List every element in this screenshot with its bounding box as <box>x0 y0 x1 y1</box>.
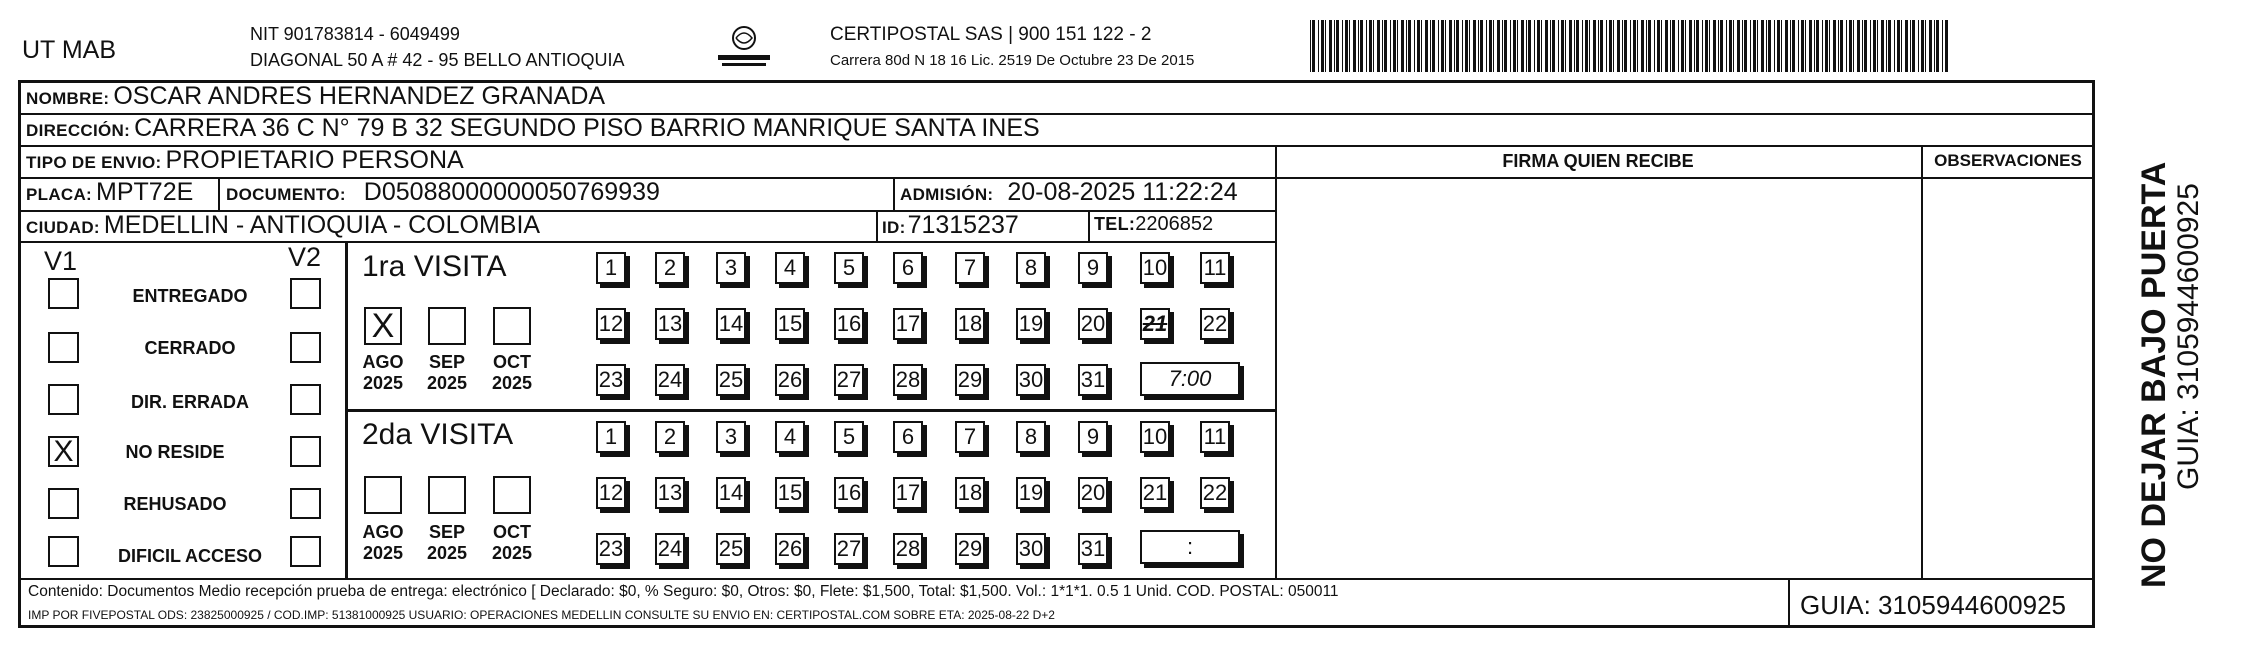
ciudad-cell <box>26 211 540 241</box>
visit-1-day-24[interactable]: 24 <box>655 364 685 396</box>
visit-2-day-31[interactable]: 31 <box>1078 533 1108 565</box>
barcode <box>1310 20 1950 72</box>
visit-2-day-26[interactable]: 26 <box>775 533 805 565</box>
v1-checkbox-no-reside[interactable] <box>48 436 79 467</box>
documento-label: DOCUMENTO: <box>226 185 346 204</box>
v1-checkbox-dificil-acceso[interactable] <box>48 536 79 567</box>
check-mark-icon: X <box>53 434 74 468</box>
company-name: UT MAB <box>22 36 116 64</box>
visit-1-day-20[interactable]: 20 <box>1078 308 1108 340</box>
v2-checkbox-cerrado[interactable] <box>290 332 321 363</box>
direccion-row <box>26 114 1040 146</box>
visit-1-day-10[interactable]: 10 <box>1140 252 1170 284</box>
visit-2-day-7[interactable]: 7 <box>955 421 985 453</box>
documento-cell <box>226 178 660 210</box>
visit-1-day-27[interactable]: 27 <box>834 364 864 396</box>
visit-1-title: 1ra VISITA <box>362 250 507 283</box>
v2-checkbox-entregado[interactable] <box>290 278 321 309</box>
placa-value: MPT72E <box>96 178 194 206</box>
visit-2-day-17[interactable]: 17 <box>893 477 923 509</box>
status-label-cerrado: CERRADO <box>144 338 236 358</box>
visit-1-day-3[interactable]: 3 <box>716 252 746 284</box>
v2-checkbox-rehusado[interactable] <box>290 488 321 519</box>
side-warning: NO DEJAR BAJO PUERTA <box>2135 161 2173 588</box>
v1-header: V1 <box>44 246 78 276</box>
visit-1-month-sep[interactable] <box>428 307 466 345</box>
placa-label: PLACA: <box>26 185 93 204</box>
visit-2-day-15[interactable]: 15 <box>775 477 805 509</box>
admision-label: ADMISIÓN: <box>900 185 994 204</box>
tel-cell <box>1094 213 1213 243</box>
visit-1-day-2[interactable]: 2 <box>655 252 685 284</box>
visit-2-day-19[interactable]: 19 <box>1016 477 1046 509</box>
visit-1-day-11[interactable]: 11 <box>1200 252 1230 284</box>
nombre-label: NOMBRE: <box>26 89 110 108</box>
visit-1-day-14[interactable]: 14 <box>716 308 746 340</box>
certipostal-name: CERTIPOSTAL SAS | 900 151 122 - 2 <box>830 24 1152 45</box>
v2-checkbox-no-reside[interactable] <box>290 436 321 467</box>
visit-1-day-13[interactable]: 13 <box>655 308 685 340</box>
v1-checkbox-cerrado[interactable] <box>48 332 79 363</box>
visit-2-day-11[interactable]: 11 <box>1200 421 1230 453</box>
visit-2-day-29[interactable]: 29 <box>955 533 985 565</box>
id-cell <box>882 211 1019 241</box>
visit-2-day-5[interactable]: 5 <box>834 421 864 453</box>
visit-2-month-sep[interactable] <box>428 476 466 514</box>
id-value: 71315237 <box>907 211 1019 239</box>
tipo-label: TIPO DE ENVIO: <box>26 153 162 172</box>
visit-2-day-12[interactable]: 12 <box>596 477 626 509</box>
tel-value: 2206852 <box>1135 213 1214 235</box>
visit-2-label-ago: AGO 2025 <box>362 522 404 563</box>
visit-1-day-16[interactable]: 16 <box>834 308 864 340</box>
tel-label: TEL: <box>1094 214 1136 234</box>
visit-1-day-22[interactable]: 22 <box>1200 308 1230 340</box>
visit-1-day-12[interactable]: 12 <box>596 308 626 340</box>
visit-1-day-4[interactable]: 4 <box>775 252 805 284</box>
visit-2-label-sep: SEP 2025 <box>426 522 468 563</box>
visit-1-day-19[interactable]: 19 <box>1016 308 1046 340</box>
footer-imp: IMP POR FIVEPOSTAL ODS: 23825000925 / COD.IMP: 51381000925 USUARIO: OPERACIONES MEDELLIN CONSULTE SU ENVIO EN: CERTIPOSTAL.COM SOBRE ETA: 2025-08-22 D+2 <box>28 608 1055 622</box>
visit-1-day-9[interactable]: 9 <box>1078 252 1108 284</box>
visit-2-day-30[interactable]: 30 <box>1016 533 1046 565</box>
visit-2-day-6[interactable]: 6 <box>893 421 923 453</box>
visit-1-month-oct[interactable] <box>493 307 531 345</box>
visit-1-label-oct: OCT 2025 <box>491 352 533 393</box>
visit-2-month-ago[interactable] <box>364 476 402 514</box>
visit-2-day-21[interactable]: 21 <box>1140 477 1170 509</box>
visit-2-day-24[interactable]: 24 <box>655 533 685 565</box>
visit-2-day-14[interactable]: 14 <box>716 477 746 509</box>
visit-1-day-29[interactable]: 29 <box>955 364 985 396</box>
visit-1-day-15[interactable]: 15 <box>775 308 805 340</box>
admision-cell <box>900 178 1238 210</box>
ciudad-value: MEDELLIN - ANTIOQUIA - COLOMBIA <box>103 211 541 239</box>
id-label: ID: <box>882 218 906 237</box>
visit-2-day-1[interactable]: 1 <box>596 421 626 453</box>
visit-1-day-30[interactable]: 30 <box>1016 364 1046 396</box>
certipostal-logo <box>712 24 776 70</box>
visit-2-day-20[interactable]: 20 <box>1078 477 1108 509</box>
status-label-entregado: ENTREGADO <box>132 286 248 306</box>
v1-checkbox-dir-errada[interactable] <box>48 384 79 415</box>
visit-2-title: 2da VISITA <box>362 418 514 451</box>
admision-value: 20-08-2025 11:22:24 <box>1007 178 1238 206</box>
visit-1-day-18[interactable]: 18 <box>955 308 985 340</box>
status-label-no-reside: NO RESIDE <box>125 442 225 462</box>
visit-1-day-25[interactable]: 25 <box>716 364 746 396</box>
check-mark-icon: X <box>371 307 395 345</box>
visit-1-day-23[interactable]: 23 <box>596 364 626 396</box>
status-label-dir-errada: DIR. ERRADA <box>130 392 249 412</box>
visit-2-day-8[interactable]: 8 <box>1016 421 1046 453</box>
v2-checkbox-dir-errada[interactable] <box>290 384 321 415</box>
visit-1-day-6[interactable]: 6 <box>893 252 923 284</box>
status-label-rehusado: REHUSADO <box>123 494 227 514</box>
direccion-value: CARRERA 36 C N° 79 B 32 SEGUNDO PISO BARRIO MANRIQUE SANTA INES <box>134 114 1040 142</box>
visit-2-day-18[interactable]: 18 <box>955 477 985 509</box>
visit-2-month-oct[interactable] <box>493 476 531 514</box>
visit-1-day-26[interactable]: 26 <box>775 364 805 396</box>
v2-checkbox-dificil-acceso[interactable] <box>290 536 321 567</box>
visit-2-day-23[interactable]: 23 <box>596 533 626 565</box>
visit-1-day-31[interactable]: 31 <box>1078 364 1108 396</box>
visit-2-day-28[interactable]: 28 <box>893 533 923 565</box>
v1-checkbox-rehusado[interactable] <box>48 488 79 519</box>
visit-1-day-8[interactable]: 8 <box>1016 252 1046 284</box>
ciudad-label: CIUDAD: <box>26 218 100 237</box>
visit-2-day-16[interactable]: 16 <box>834 477 864 509</box>
tipo-row <box>26 146 464 178</box>
nombre-value: OSCAR ANDRES HERNANDEZ GRANADA <box>113 82 606 110</box>
visit-1-day-21[interactable]: 21 <box>1140 308 1170 340</box>
visit-1-label-ago: AGO 2025 <box>362 352 404 393</box>
firma-header: FIRMA QUIEN RECIBE <box>1502 151 1694 171</box>
visit-2-day-3[interactable]: 3 <box>716 421 746 453</box>
visit-1-day-7[interactable]: 7 <box>955 252 985 284</box>
visit-1-day-17[interactable]: 17 <box>893 308 923 340</box>
certipostal-license: Carrera 80d N 18 16 Lic. 2519 De Octubre 23 De 2015 <box>830 52 1195 69</box>
visit-2-day-27[interactable]: 27 <box>834 533 864 565</box>
visit-2-label-oct: OCT 2025 <box>491 522 533 563</box>
nombre-row <box>26 82 605 114</box>
company-nit: NIT 901783814 - 6049499 <box>250 24 460 44</box>
side-guia: GUIA: 3105944600925 <box>2172 183 2205 490</box>
visit-2-hour[interactable]: : <box>1140 530 1240 564</box>
tipo-value: PROPIETARIO PERSONA <box>165 146 464 174</box>
visit-2-day-4[interactable]: 4 <box>775 421 805 453</box>
placa-cell <box>26 178 193 210</box>
visit-2-day-9[interactable]: 9 <box>1078 421 1108 453</box>
documento-value: D05088000000050769939 <box>363 178 660 206</box>
footer-contenido: Contenido: Documentos Medio recepción prueba de entrega: electrónico [ Declarado: $0, % Seguro: $0, Otros: $0, Flete: $1,500, Total: $1,500. Vol.: 1*1*1. 0.5 1 Unid. COD. POSTAL: 050011 <box>28 583 1339 600</box>
footer-guia: GUIA: 3105944600925 <box>1800 590 2066 620</box>
status-label-dificil-acceso: DIFICIL ACCESO <box>117 546 262 566</box>
visit-2-day-13[interactable]: 13 <box>655 477 685 509</box>
visit-2-day-25[interactable]: 25 <box>716 533 746 565</box>
v1-checkbox-entregado[interactable] <box>48 278 79 309</box>
v2-header: V2 <box>288 242 322 272</box>
visit-2-day-2[interactable]: 2 <box>655 421 685 453</box>
company-address: DIAGONAL 50 A # 42 - 95 BELLO ANTIOQUIA <box>250 50 625 70</box>
visit-1-day-1[interactable]: 1 <box>596 252 626 284</box>
visit-1-day-28[interactable]: 28 <box>893 364 923 396</box>
visit-1-label-sep: SEP 2025 <box>426 352 468 393</box>
visit-2-day-10[interactable]: 10 <box>1140 421 1170 453</box>
observaciones-header: OBSERVACIONES <box>1934 151 2082 170</box>
visit-2-day-22[interactable]: 22 <box>1200 477 1230 509</box>
visit-1-hour[interactable]: 7:00 <box>1140 362 1240 396</box>
direccion-label: DIRECCIÓN: <box>26 121 131 140</box>
visit-1-month-ago[interactable] <box>364 307 402 345</box>
visit-1-day-5[interactable]: 5 <box>834 252 864 284</box>
